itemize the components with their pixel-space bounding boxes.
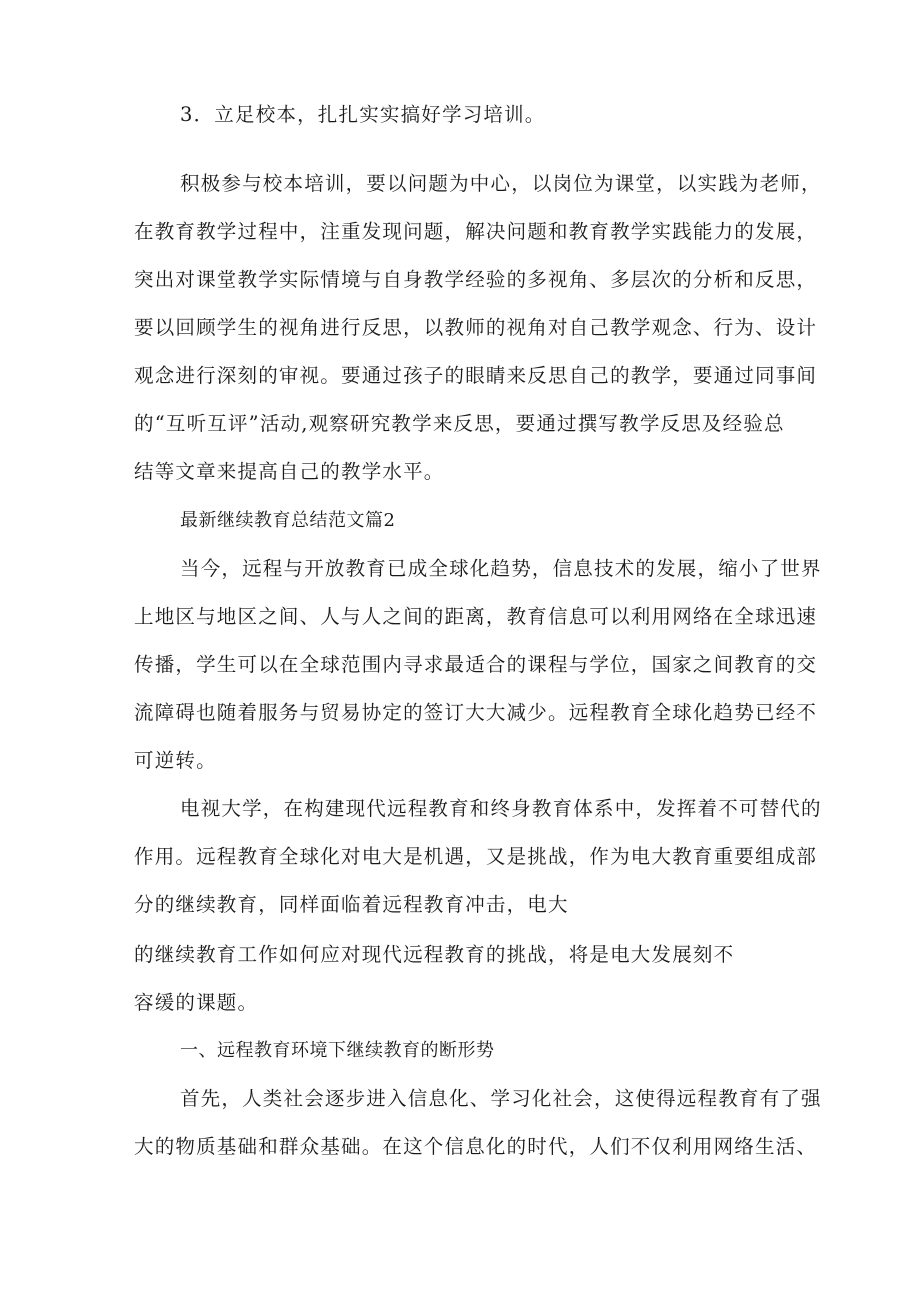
text-line-15: 电视大学，在构建现代远程教育和终身教育体系中，发挥着不可替代的 xyxy=(180,797,822,820)
text-line-5: 要以回顾学生的视角进行反思，以教师的视角对自己教学观念、行为、设计 xyxy=(134,316,818,339)
section-heading-1: 一、远程教育环境下继续教育的断形势 xyxy=(180,1040,495,1061)
text-line-8: 结等文章来提高自己的教学水平。 xyxy=(134,460,445,483)
text-line-18: 的继续教育工作如何应对现代远程教育的挑战，将是电大发展刻不 xyxy=(134,943,735,966)
text-line-4: 突出对课堂教学实际情境与自身教学经验的多视角、多层次的分析和反思， xyxy=(134,268,818,291)
text-line-17: 分的继续教育，同样面临着远程教育冲击，电大 xyxy=(134,893,569,916)
text-line-10: 当今，远程与开放教育已成全球化趋势，信息技术的发展，缩小了世界 xyxy=(180,557,822,580)
text-line-2: 积极参与校本培训，要以问题为中心，以岗位为课堂，以实践为老师， xyxy=(180,172,822,195)
text-line-14: 可逆转。 xyxy=(134,749,217,772)
text-line-3: 在教育教学过程中，注重发现问题，解决问题和教育教学实践能力的发展， xyxy=(134,220,818,243)
text-line-12: 传播，学生可以在全球范围内寻求最适合的课程与学位，国家之间教育的交 xyxy=(134,653,818,676)
text-line-7: 的“互听互评”活动,观察研究教学来反思，要通过撰写教学反思及经验总 xyxy=(134,412,785,435)
text-line-1: 3．立足校本，扎扎实实搞好学习培训。 xyxy=(180,103,546,126)
section-heading-2: 最新继续教育总结范文篇2 xyxy=(180,510,396,531)
text-line-6: 观念进行深刻的审视。要通过孩子的眼睛来反思自己的教学，要通过同事间 xyxy=(134,364,818,387)
text-line-22: 大的物质基础和群众基础。在这个信息化的时代，人们不仅利用网络生活、 xyxy=(134,1135,818,1158)
text-line-21: 首先，人类社会逐步进入信息化、学习化社会，这使得远程教育有了强 xyxy=(180,1087,822,1110)
text-line-16: 作用。远程教育全球化对电大是机遇，又是挑战，作为电大教育重要组成部 xyxy=(134,845,818,868)
text-line-11: 上地区与地区之间、人与人之间的距离，教育信息可以利用网络在全球迅速 xyxy=(134,605,818,628)
text-line-13: 流障碍也随着服务与贸易协定的签订大大减少。远程教育全球化趋势已经不 xyxy=(134,701,818,724)
text-line-19: 容缓的课题。 xyxy=(134,991,259,1014)
